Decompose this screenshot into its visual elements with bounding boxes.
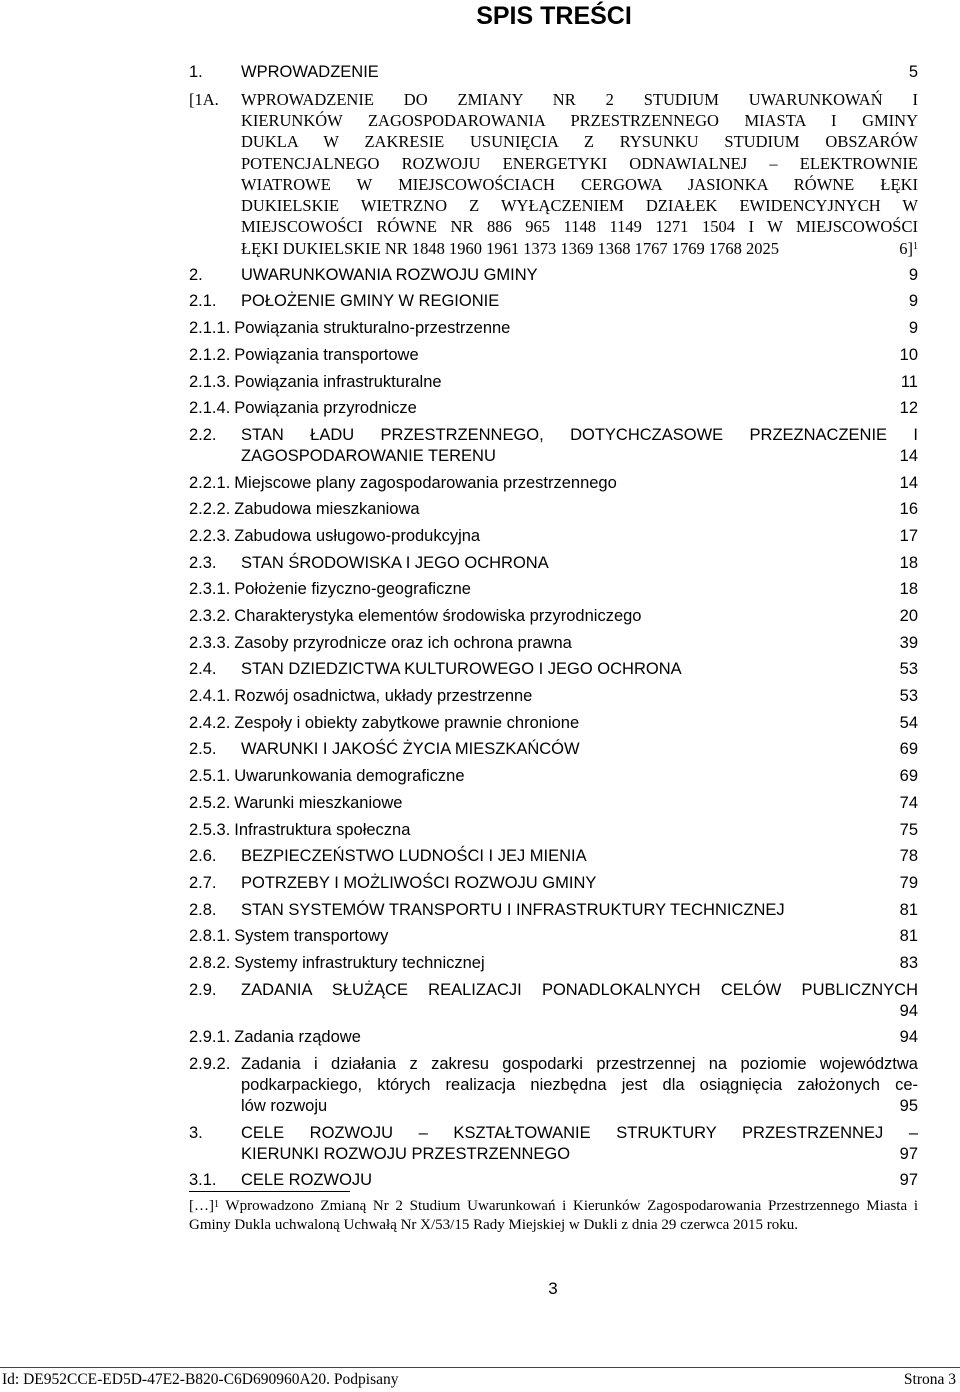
toc-title: Systemy infrastruktury technicznej xyxy=(234,953,485,972)
page-number: 3 xyxy=(548,1279,558,1298)
toc-title: BEZPIECZEŃSTWO LUDNOŚCI I JEJ MIENIA xyxy=(241,847,587,866)
toc-number: 2.4.2. xyxy=(189,713,231,732)
toc-page: 39 xyxy=(899,633,918,652)
toc-title xyxy=(241,1123,918,1165)
toc-title-line: lów rozwoju xyxy=(241,1097,328,1115)
toc-entry[interactable] xyxy=(189,89,918,259)
toc-title-line: STAN ŁADU PRZESTRZENNEGO, DOTYCHCZASOWE PRZEZNACZENIE I xyxy=(241,425,918,444)
toc-page: 16 xyxy=(899,500,918,519)
toc-title: POTRZEBY I MOŻLIWOŚCI ROZWOJU GMINY xyxy=(241,873,597,892)
toc-page: 6]$^1$ xyxy=(899,238,918,258)
toc-number: 2.5.1. xyxy=(189,767,231,786)
toc-title-line: CELE ROZWOJU – KSZTAŁTOWANIE STRUKTURY PRZESTRZENNEJ – xyxy=(241,1123,918,1142)
toc-entry[interactable] xyxy=(189,820,918,841)
toc-number: 2.4. xyxy=(189,660,217,679)
toc-page: 14 xyxy=(899,446,918,465)
toc-entry[interactable] xyxy=(189,926,918,947)
toc-title-lastline xyxy=(241,1096,918,1117)
toc-title-line: KIERUNKI ROZWOJU PRZESTRZENNEGO xyxy=(241,1144,571,1163)
toc-number: 2.1. xyxy=(189,292,217,311)
toc-title: Powiązania transportowe xyxy=(234,345,419,364)
toc-number: 2.1.4. xyxy=(189,399,231,418)
toc-number: 2.5.3. xyxy=(189,820,231,839)
toc-page: 18 xyxy=(899,580,918,599)
toc-number: 2.4.1. xyxy=(189,687,231,706)
toc-number: 2.2.1. xyxy=(189,473,231,492)
toc-entry[interactable] xyxy=(189,579,918,600)
toc-page: 83 xyxy=(899,953,918,972)
toc-number: 2.8.2. xyxy=(189,953,231,972)
toc-page: 94 xyxy=(899,1001,918,1020)
toc-title: Położenie fizyczno-geograficzne xyxy=(234,580,471,599)
toc-title: Warunki mieszkaniowe xyxy=(234,793,403,812)
toc-number: 2.9. xyxy=(189,980,217,999)
toc-entry[interactable] xyxy=(189,633,918,654)
toc-page: 81 xyxy=(899,927,918,946)
toc-title: Zabudowa usługowo-produkcyjna xyxy=(234,526,481,545)
toc-page: 75 xyxy=(899,820,918,839)
toc-title xyxy=(241,89,918,259)
toc-page: 69 xyxy=(899,740,918,759)
toc-page: 18 xyxy=(899,553,918,572)
toc-number: 2.7. xyxy=(189,873,217,892)
toc-page: 17 xyxy=(899,526,918,545)
toc-entry[interactable] xyxy=(189,953,918,974)
toc-number: 2.3. xyxy=(189,553,217,572)
toc-entry[interactable] xyxy=(189,846,918,867)
toc-number: 2. xyxy=(189,265,203,284)
toc-number: 2.2.2. xyxy=(189,500,231,519)
toc-title-line: WPROWADZENIE DO ZMIANY NR 2 STUDIUM UWARUNKOWAŃ I xyxy=(241,89,918,109)
toc-title-lastline xyxy=(241,238,918,259)
toc-number: 2.9.2. xyxy=(189,1055,231,1073)
toc-page: 97 xyxy=(899,1144,918,1163)
toc-number: 2.9.1. xyxy=(189,1028,231,1047)
toc-title: UWARUNKOWANIA ROZWOJU GMINY xyxy=(241,265,538,284)
toc-entry[interactable] xyxy=(189,659,918,680)
toc-title-line: KIERUNKÓW ZAGOSPODAROWANIA PRZESTRZENNEGO MIASTA I GMINY xyxy=(241,110,918,130)
toc-entry[interactable] xyxy=(189,473,918,494)
toc-title: System transportowy xyxy=(234,927,389,946)
toc-title: POŁOŻENIE GMINY W REGIONIE xyxy=(241,292,500,311)
toc-title: Rozwój osadnictwa, układy przestrzenne xyxy=(234,687,533,706)
toc-entry[interactable] xyxy=(189,398,918,419)
toc-title-line: DUKIELSKIE WIETRZNO Z WYŁĄCZENIEM DZIAŁEK EWIDENCYJNYCH W xyxy=(241,196,918,216)
toc-page: 81 xyxy=(899,900,918,919)
status-bar xyxy=(0,1367,960,1392)
toc-title: CELE ROZWOJU xyxy=(241,1171,373,1190)
toc-entry[interactable] xyxy=(189,1123,918,1165)
page-indicator: Strona 3 xyxy=(903,1371,956,1388)
toc-title-line: Zadania i działania z zakresu gospodarki przestrzennej na poziomie województwa xyxy=(241,1055,918,1073)
toc-entry[interactable] xyxy=(189,345,918,366)
toc-title-line: ZADANIA SŁUŻĄCE REALIZACJI PONADLOKALNYCH CELÓW PUBLICZNYCH xyxy=(241,980,918,999)
toc-number: 1. xyxy=(189,63,203,81)
toc-entry[interactable] xyxy=(189,606,918,627)
toc-title-line: DUKLA W ZAKRESIE USUNIĘCIA Z RYSUNKU STUDIUM OBSZARÓW xyxy=(241,132,918,152)
toc-number: 2.3.1. xyxy=(189,580,231,599)
toc-entry[interactable] xyxy=(189,900,918,921)
toc-entry[interactable] xyxy=(189,739,918,760)
toc-number: 2.1.2. xyxy=(189,345,231,364)
toc-number: 2.8. xyxy=(189,900,217,919)
toc-title xyxy=(241,1054,918,1117)
toc-entry[interactable] xyxy=(189,1027,918,1048)
footnote xyxy=(189,1197,918,1235)
toc-page: 14 xyxy=(899,473,918,492)
toc-entry[interactable] xyxy=(189,372,918,393)
toc-page: 97 xyxy=(899,1171,918,1190)
toc-page: 95 xyxy=(899,1097,918,1115)
toc-title: Zabudowa mieszkaniowa xyxy=(234,500,420,519)
toc-number: 3. xyxy=(189,1123,203,1142)
toc-entry[interactable] xyxy=(189,793,918,814)
toc-number: 2.1.1. xyxy=(189,319,231,338)
toc-number: 2.1.3. xyxy=(189,372,231,391)
toc-number: 2.2.3. xyxy=(189,526,231,545)
toc-page: 20 xyxy=(899,607,918,625)
footnote-divider xyxy=(189,1191,350,1192)
toc-title xyxy=(241,425,918,467)
toc-entry[interactable] xyxy=(189,766,918,787)
toc-page: 78 xyxy=(899,847,918,866)
toc-entry[interactable] xyxy=(189,265,918,286)
toc-page: 5 xyxy=(908,63,918,81)
document-id: Id: DE952CCE-ED5D-47E2-B820-C6D690960A20. Podpisany xyxy=(2,1371,399,1388)
toc-number: 2.5.2. xyxy=(189,793,231,812)
toc-entry[interactable] xyxy=(189,62,918,83)
toc-title: Uwarunkowania demograficzne xyxy=(234,767,465,786)
toc-page: 79 xyxy=(899,873,918,892)
toc-number: 2.2. xyxy=(189,425,217,444)
toc-title: Zespoły i obiekty zabytkowe prawnie chronione xyxy=(234,713,580,732)
toc-number: 2.5. xyxy=(189,740,217,759)
toc-title: WARUNKI I JAKOŚĆ ŻYCIA MIESZKAŃCÓW xyxy=(241,740,580,759)
toc-number: 2.3.2. xyxy=(189,607,231,625)
toc-entry[interactable] xyxy=(189,1170,918,1191)
toc-title-line: podkarpackiego, których realizacja niezbędna jest dla osiągnięcia założonych ce- xyxy=(241,1076,918,1094)
toc-entry[interactable] xyxy=(189,713,918,734)
toc-page: 53 xyxy=(899,687,918,706)
toc-page: 11 xyxy=(900,372,918,391)
toc-page: 10 xyxy=(899,345,918,364)
toc-title: Zasoby przyrodnicze oraz ich ochrona prawna xyxy=(234,633,572,652)
toc-page: 53 xyxy=(899,660,918,679)
toc-entry[interactable] xyxy=(189,686,918,707)
toc-number: 3.1. xyxy=(189,1171,217,1190)
toc-title: STAN DZIEDZICTWA KULTUROWEGO I JEGO OCHRONA xyxy=(241,660,682,679)
footnote-text: Wprowadzono Zmianą Nr 2 Studium Uwarunkowań i Kierunków Zagospodarowania Przestrzennego Miasta i Gminy Dukla uchwaloną Uchwałą Nr X/53/15 Rady Miejskiej w Dukli z dnia 29 czerwca 2015 roku. xyxy=(189,1198,918,1233)
toc-title-line: ZAGOSPODAROWANIE TERENU xyxy=(241,446,496,465)
toc-entry[interactable] xyxy=(189,1054,918,1117)
toc-title-lastline xyxy=(241,446,918,467)
toc-entry[interactable] xyxy=(189,873,918,894)
toc-number: 2.3.3. xyxy=(189,633,231,652)
toc-title: STAN ŚRODOWISKA I JEGO OCHRONA xyxy=(241,553,549,572)
toc-title: Zadania rządowe xyxy=(234,1028,361,1047)
toc-entry[interactable] xyxy=(189,425,918,467)
toc-entry[interactable] xyxy=(189,291,918,312)
footnote-number: 1 xyxy=(214,1199,219,1210)
toc-title: Powiązania strukturalno-przestrzenne xyxy=(234,319,511,338)
table-of-contents xyxy=(189,62,918,1197)
toc-page: 74 xyxy=(899,793,918,812)
toc-title-line: POTENCJALNEGO ROZWOJU ENERGETYKI ODNAWIALNEJ – ELEKTROWNIE xyxy=(241,153,918,173)
toc-page: 54 xyxy=(899,713,918,732)
toc-title: Miejscowe plany zagospodarowania przestrzennego xyxy=(234,473,617,492)
toc-page: 94 xyxy=(899,1028,918,1047)
toc-title: STAN SYSTEMÓW TRANSPORTU I INFRASTRUKTURY TECHNICZNEJ xyxy=(241,900,785,919)
toc-entry[interactable] xyxy=(189,318,918,339)
toc-entry[interactable] xyxy=(189,526,918,547)
toc-number: 2.6. xyxy=(189,847,217,866)
toc-number: 2.8.1. xyxy=(189,927,231,946)
toc-title-line: WIATROWE W MIEJSCOWOŚCIACH CERGOWA JASIONKA RÓWNE ŁĘKI xyxy=(241,174,918,194)
toc-title: Charakterystyka elementów środowiska przyrodniczego xyxy=(234,607,642,625)
toc-page: 9 xyxy=(908,292,918,311)
toc-page: 69 xyxy=(899,767,918,786)
toc-title xyxy=(241,980,918,1022)
toc-entry[interactable] xyxy=(189,980,918,1022)
toc-page: 9 xyxy=(908,319,918,338)
toc-entry[interactable] xyxy=(189,499,918,520)
footnote-marker: […] xyxy=(189,1198,214,1214)
toc-page: 12 xyxy=(899,399,918,418)
toc-number: [1A. xyxy=(189,89,219,109)
footnote-ref[interactable]: 1 xyxy=(913,240,918,252)
toc-page: 9 xyxy=(908,265,918,284)
toc-entry[interactable] xyxy=(189,553,918,574)
toc-title-line: MIEJSCOWOŚCI RÓWNE NR 886 965 1148 1149 1271 1504 I W MIEJSCOWOŚCI xyxy=(241,217,918,237)
toc-title-lastline xyxy=(241,1144,918,1165)
toc-title: Powiązania infrastrukturalne xyxy=(234,372,442,391)
toc-title-line: ŁĘKI DUKIELSKIE NR 1848 1960 1961 1373 1369 1368 1767 1769 1768 2025 xyxy=(241,238,780,258)
toc-title: WPROWADZENIE xyxy=(241,63,379,81)
page-title: SPIS TREŚCI xyxy=(476,2,632,30)
toc-title: Infrastruktura społeczna xyxy=(234,820,411,839)
toc-title: Powiązania przyrodnicze xyxy=(234,399,417,418)
